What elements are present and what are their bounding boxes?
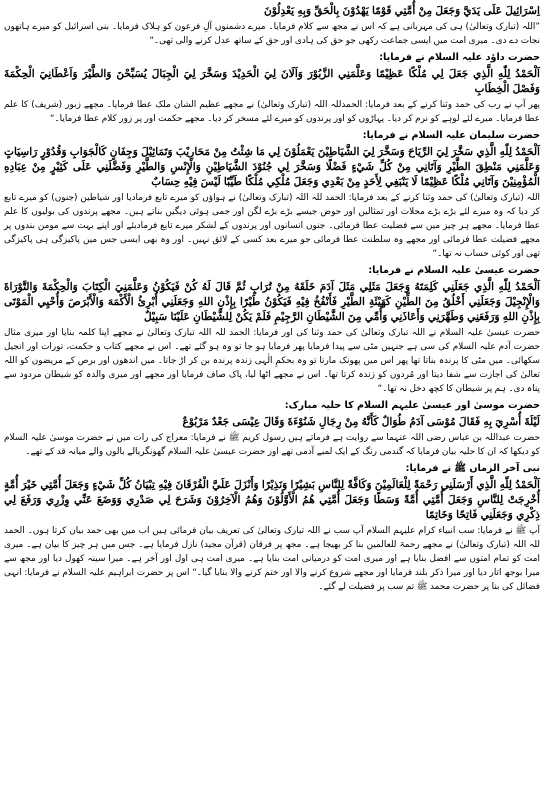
section-heading: حضرت موسیٰ اور عیسیٰ علیہم السلام کا حلیہ مبارک:	[284, 400, 540, 411]
urdu-translation: حضرت عیسیٰ علیہ السلام نے اللہ تبارک وتعالیٰ کی حمد وثنا کی اور فرمایا: الحمد للہ اللہ تبارک وتعالیٰ نے مجھے اپنا کلمہ بنایا اور میری مثال حضرت آدم علیہ السلام کی سی ہے جنہیں مٹی سے پیدا فرمایا پھر فرمایا ہو جا تو وہ ہو گئے تھے۔ اس نے مجھے کتاب و حکمت، تورات اور انجیل سکھائی۔ میں مٹی کا پرندہ بناتا تھا پھر اس میں پھونک مارتا تو وہ بحکمِ الٰہی زندہ پرندہ بن کر اڑ جاتا۔ میں اندھوں اور برص کے مریضوں کو اللہ تعالیٰ کی اجازت سے شفا دیتا اور مُردوں کو زندہ کرتا تھا۔ اس نے مجھے اٹھا لیا، پاک صاف فرمایا اور مجھے اور میری والدہ کو شیطان مردود سے پناہ دی۔ ہم پر شیطان کا کچھ دخل نہ تھا۔“	[4, 328, 540, 394]
section-heading: نبی آخر الزماں ﷺ نے فرمایا:	[405, 463, 540, 474]
arabic-text: اَلْحَمْدُ لِلّٰهِ الَّذِي جَعَلَنِي كَلِمَتَهُ وَجَعَلَ مَثَلِي مَثَلَ آدَمَ خَلَقَهُ مِنْ تُرَابٍ ثُمَّ قَالَ لَهُ كُنْ فَيَكُوْنُ وَعَلَّمَنِيَ الْكِتَابَ وَالْحِكْمَةَ وَالتَّوْرَاةَ وَالْإِنْجِيْلَ وَجَعَلَنِي أَخْلُقُ مِنَ الطِّيْنِ كَهَيْئَةِ الطَّيْرِ فَأَنْفُخُ فِيْهِ فَيَكُوْنُ طَيْرًا بِإِذْنِ اللهِ وَجَعَلَنِي أُبْرِئُ الْأَكْمَهَ وَالْأَبْرَصَ وَأُحْيِي الْمَوْتَى بِإِذْنِ اللهِ وَرَفَعَنِي وَطَهَّرَنِي وَأَعَاذَنِي وَأُمِّي مِنَ الشَّيْطَانِ الرَّجِيْمِ فَلَمْ يَكُنْ لِلشَّيْطَانِ عَلَيْنَا سَبِيْلٌ	[4, 281, 540, 323]
arabic-text: اَلْحَمْدُ لِلّٰهِ الَّذِي سَخَّرَ لِيَ الرِّيَاحَ وَسَخَّرَ لِيَ الشَّيَاطِيْنَ يَعْمَلُوْنَ لِي مَا شِئْتُ مِنْ مَحَارِيْبَ وَتَمَاثِيْلَ وَجِفَانٍ كَالْجَوَابِ وَقُدُوْرٍ رَاسِيَاتٍ وَعَلَّمَنِي مَنْطِقَ الطَّيْرِ وَآتَانِي مِنْ كُلِّ شَيْءٍ فَضْلًا وَسَخَّرَ لِي جُنُوْدَ الشَّيَاطِيْنِ وَالْإِنْسِ وَالطَّيْرِ وَفَضَّلَنِي عَلَى كَثِيْرٍ مِنْ عِبَادِهِ الْمُؤْمِنِيْنَ وَآتَانِي مُلْكًا عَظِيْمًا لَا يَنْبَغِي لِأَحَدٍ مِنْ بَعْدِي وَجَعَلَ مُلْكِي مُلْكًا طَيِّبًا لَيْسَ فِيْهِ حِسَابٌ	[4, 146, 540, 188]
isa-section	[4, 263, 540, 396]
arabic-text: اَلْحَمْدُ لِلّٰهِ الَّذِي أَرْسَلَنِي رَحْمَةً لِلْعَالَمِيْنَ وَكَافَّةً لِلنَّاسِ بَشِيْرًا وَنَذِيْرًا وَأَنْزَلَ عَلَيَّ الْفُرْقَانَ فِيْهِ تِبْيَانُ كُلِّ شَيْءٍ وَجَعَلَ أُمَّتِي خَيْرَ أُمَّةٍ أُخْرِجَتْ لِلنَّاسِ وَجَعَلَ أُمَّتِي أُمَّةً وَسَطًا وَجَعَلَ أُمَّتِي هُمُ الْأَوَّلُوْنَ وَهُمُ الْآخِرُوْنَ وَشَرَحَ لِي صَدْرِي وَوَضَعَ عَنِّي وِزْرِي وَرَفَعَ لِي ذِكْرِي وَجَعَلَنِي فَاتِحًا وَخَاتِمًا	[4, 479, 540, 521]
urdu-translation: اللہ (تبارک وتعالیٰ) کی حمد وثنا کرنے کے بعد فرمایا: الحمد للہ اللہ (تبارک وتعالیٰ) نے ہواؤں کو میرے تابع فرمادیا اور شیاطین (جنوں) کو میرے تابع کر دیا کہ وہ میرے لئے بڑے بڑے محلات اور تمثالیں اور حوض جیسے بڑے بڑے لگن اور جمی ہوئی دیگیں بناتے ہیں۔ مجھے پرندوں کی بولیوں کا علم عطا فرمایا۔ مجھے ہر چیز میں سے فضلیت عطا فرمائی۔ جنوں انسانوں اور پرندوں کے لشکر میرے تابع فرمادیئے اور اپنے بہت سے مومن بندوں پر مجھے فضیلت عطا فرمائی اور مجھے وہ سلطنت عطا فرمائی جو میرے بعد کسی کے لائق نہیں۔ اور وہ بھی ایسی جس میں پاکیزگی ہی پاکیزگی تھی اور کوئی حساب نہ تھا۔“	[4, 193, 540, 259]
urdu-translation: آپ ﷺ نے فرمایا: سب انبیاء کرام علیہم السلام آپ سب نے اللہ تبارک وتعالیٰ کی تعریف بیان فرمائی ہیں اب میں بھی حمد بیان کرتا ہوں۔ الحمد للہ اللہ (تبارک وتعالیٰ) نے مجھے رحمۃ للعالمین بنا کر بھیجا ہے۔ مجھ پر فرقان (قرآن مجید) نازل فرمایا ہے۔ جس میں ہر چیز کا بیان ہے۔ میری امت کو تمام امتوں سے افضل بنایا ہے اور میری امت کو درمیانی امت بنایا ہے۔ میری امت ہی اول اور آخر ہے۔ میرا سینہ کھول دیا اور مجھ سے میرا بوجھ اتار دیا اور میرا ذکر بلند فرمایا اور مجھے شروع کرنے والا اور ختم کرنے والا بنایا گیا۔“ اس پر حضرت ابراہیم علیہ السلام نے فرمایا: انہی فضائل کی بنا پر حضرت محمد ﷺ تم سب پر فضیلت لے گئے۔	[4, 526, 540, 592]
document-page	[4, 4, 540, 787]
arabic-text: اِسْرَائِيلَ عَلَى يَدَيَّ وَجَعَلَ مِنْ أُمَّتِي قَوْمًا يَهْدُوْنَ بِالْحَقِّ وَبِهِ يَعْدِلُوْنَ	[264, 5, 540, 17]
sulaiman-section	[4, 128, 540, 261]
arabic-text: لَيْلَةَ أُسْرِيَ بِهِ فَقَالَ مُوْسَى آدَمُ طُوَالٌ كَأَنَّهُ مِنْ رِجَالِ شَنُوْءَةَ وَقَالَ عِيْسَى جَعْدٌ مَرْبُوْعٌ	[182, 416, 540, 428]
section-heading: حضرت داؤد علیہ السلام نے فرمایا:	[379, 52, 540, 63]
dawood-section	[4, 50, 540, 126]
last-prophet-section	[4, 461, 540, 594]
musa-isa-appearance-section	[4, 398, 540, 459]
urdu-translation: پھر آپ نے رب کی حمد وثنا کرنے کے بعد فرمایا: الحمدللہ اللہ (تبارک وتعالیٰ) نے مجھے عظیم الشان ملک عطا فرمایا۔ مجھے زبور (شریف) کا علم عطا فرمایا۔ میرے لئے لوہے کو نرم کر دیا۔ پہاڑوں کو اور پرندوں کو میرے لئے مسخر کر دیا۔ مجھے حکمت اور پر زور کلام عطا فرمایا۔“	[4, 100, 540, 124]
musa-closing-section	[4, 4, 540, 48]
arabic-text: اَلْحَمْدُ لِلّٰهِ الَّذِي جَعَلَ لِي مُلْكًا عَظِيْمًا وَعَلَّمَنِي الزَّبُوْرَ وَاَلَانَ لِيَ الْحَدِيْدَ وَسَخَّرَ لِيَ الْجِبَالَ يُسَبِّحْنَ وَالطَّيْرَ وَاَعْطَانِيَ الْحِكْمَةَ وَفَصْلَ الْخِطَابِ	[4, 68, 540, 95]
urdu-translation: حضرت عبداللہ بن عباس رضی اللہ عنہما سے روایت ہے فرماتے ہیں رسول کریم ﷺ نے فرمایا: معراج کی رات میں نے حضرت موسیٰ علیہ السلام کو دیکھا کہ ان کا حلیہ بیان فرمایا کہ گندمی رنگ کے ایک لمبے آدمی تھے اور حضرت عیسیٰ علیہ السلام گھونگریالے بالوں والے میانہ قد کے تھے۔	[4, 433, 540, 457]
urdu-translation: ”اللہ (تبارک وتعالیٰ) ہی کی مہربانی ہے کہ اس نے مجھ سے کلام فرمایا۔ میرے دشمنوں آلِ فرعون کو ہلاک فرمایا۔ بنی اسرائیل کو میرے ہاتھوں نجات دے دی۔ میری امت میں ایسی جماعت رکھی جو حق کی ہادی اور حق کے ساتھ عدل کرنے والی تھی۔“	[4, 22, 540, 46]
section-heading: حضرت سلیمان علیہ السلام نے فرمایا:	[362, 130, 540, 141]
section-heading: حضرت عیسیٰ علیہ السلام نے فرمایا:	[368, 265, 540, 276]
